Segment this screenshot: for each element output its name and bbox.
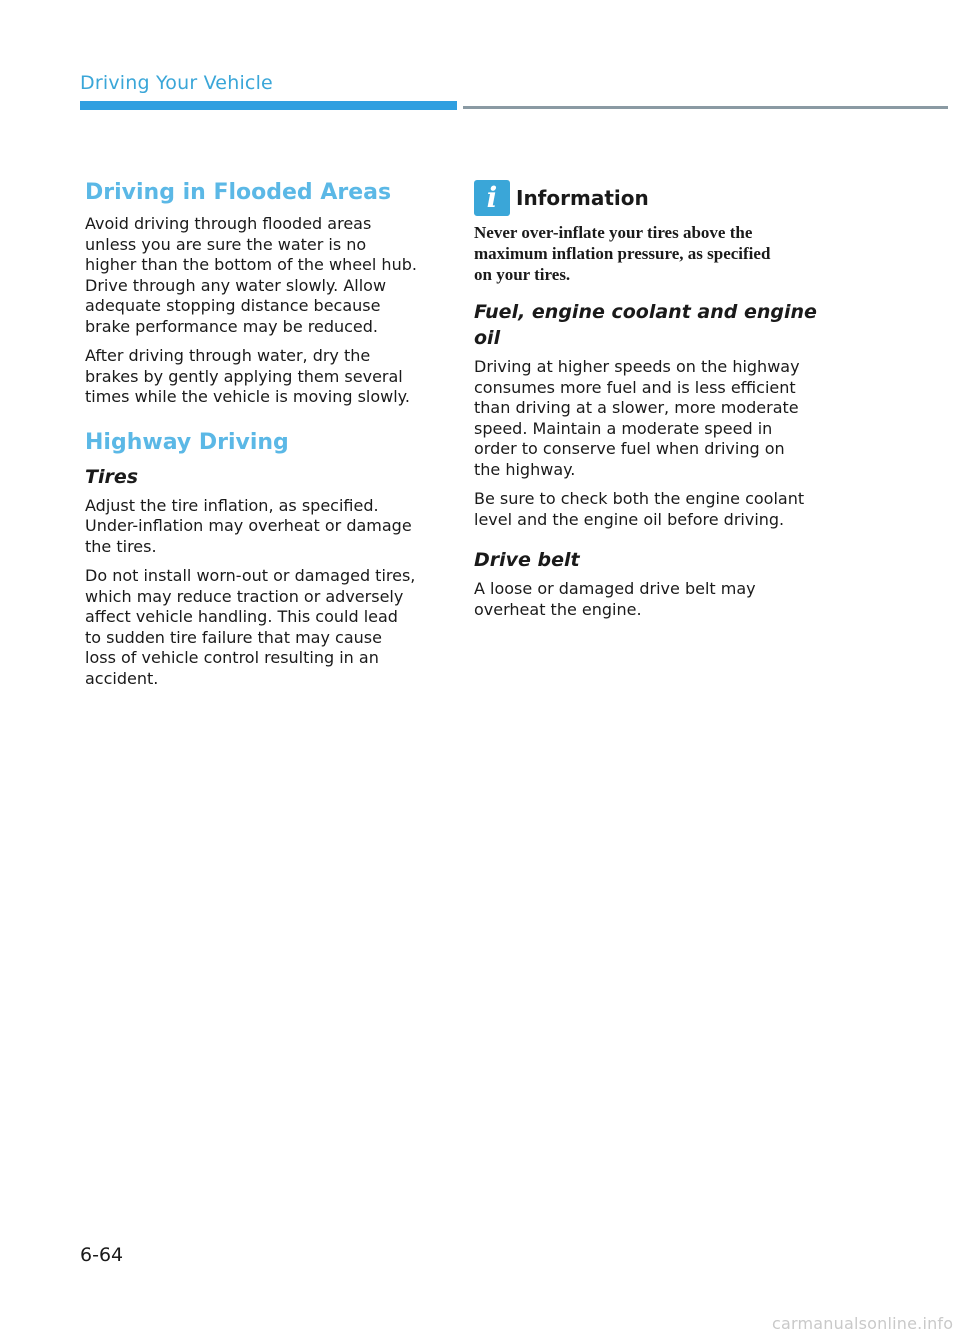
fuel-paragraph-2: Be sure to check both the engine coolant level and the engine oil before driving.: [474, 489, 805, 529]
information-text: Never over-inflate your tires above the maximum inflation pressure, as specified on your tires.: [474, 223, 771, 284]
drive-belt-paragraph: A loose or damaged drive belt may overheat the engine.: [474, 579, 756, 619]
fuel-paragraph-1: Driving at higher speeds on the highway consumes more fuel and is less efficient than driving at a slower, more moderate speed. Maintain a moderate speed in order to conserve fuel when driving on the highway.: [474, 357, 800, 479]
subsection-title-fuel: Fuel, engine coolant and engine oil: [474, 301, 817, 349]
information-box-header: [474, 180, 834, 216]
page-number: 6-64: [80, 1244, 124, 1266]
tires-paragraph-1: Adjust the tire inflation, as specified. Under-inflation may overheat or damage the tires.: [85, 495, 412, 556]
left-column: [85, 178, 440, 698]
right-column: [474, 178, 834, 629]
subsection-title-tires: Tires: [85, 465, 139, 488]
chapter-title: Driving Your Vehicle: [80, 72, 273, 94]
flooded-paragraph-2: After driving through water, dry the brakes by gently applying them several times while the vehicle is moving slowly.: [85, 346, 410, 406]
subsection-title-drive-belt: Drive belt: [474, 549, 580, 571]
flooded-paragraph-1: Avoid driving through flooded areas unless you are sure the water is no higher than the bottom of the wheel hub. Drive through any water slowly. Allow adequate stopping distance because brake performance may be reduced.: [85, 214, 417, 336]
tires-paragraph-2: Do not install worn-out or damaged tires, which may reduce traction or adversely affect vehicle handling. This could lead to sudden tire failure that may cause loss of vehicle control resulting in an accident.: [85, 566, 416, 688]
section-title-highway: Highway Driving: [85, 429, 289, 455]
watermark: carmanualsonline.info: [772, 1314, 954, 1333]
header-accent-bar: [80, 101, 457, 110]
info-icon: i: [474, 180, 510, 216]
section-title-flooded: Driving in Flooded Areas: [85, 180, 392, 205]
header-rule: [463, 106, 948, 109]
information-label: Information: [516, 186, 649, 210]
